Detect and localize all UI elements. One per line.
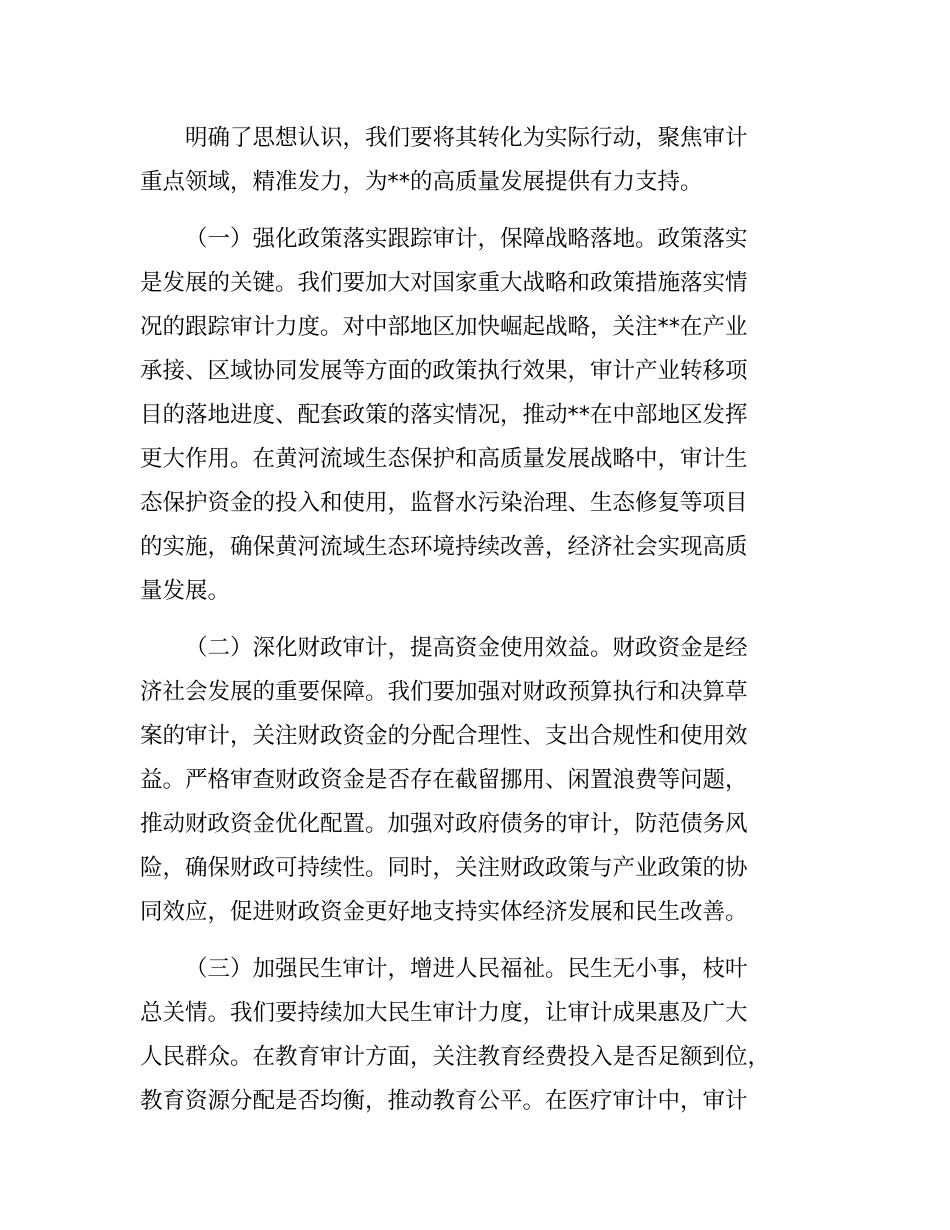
text-line: 况的跟踪审计力度。对中部地区加快崛起战略，关注**在产业 [140, 314, 748, 340]
text-line: 更大作用。在黄河流域生态保护和高质量发展战略中，审计生 [140, 446, 748, 472]
paragraph-fiscal-audit [140, 626, 840, 934]
text-line: 济社会发展的重要保障。我们要加强对财政预算执行和决算草 [140, 679, 748, 705]
text-line: 的实施，确保黄河流域生态环境持续改善，经济社会实现高质 [140, 534, 748, 560]
text-line: （二）深化财政审计，提高资金使用效益。财政资金是经 [185, 635, 748, 661]
text-line: （一）强化政策落实跟踪审计，保障战略落地。政策落实 [185, 226, 748, 252]
text-line: 重点领域，精准发力，为**的高质量发展提供有力支持。 [140, 169, 703, 195]
text-line: 承接、区域协同发展等方面的政策执行效果，审计产业转移项 [140, 358, 748, 384]
paragraph-policy-audit [140, 217, 840, 613]
text-line: 推动财政资金优化配置。加强对政府债务的审计，防范债务风 [140, 811, 748, 837]
text-line: 总关情。我们要持续加大民生审计力度，让审计成果惠及广大 [140, 1000, 748, 1026]
text-line: 案的审计，关注财政资金的分配合理性、支出合规性和使用效 [140, 723, 748, 749]
paragraph-livelihood-audit [140, 947, 840, 1123]
text-line: 同效应，促进财政资金更好地支持实体经济发展和民生改善。 [140, 899, 748, 925]
text-line: （三）加强民生审计，增进人民福祉。民生无小事，枝叶 [185, 956, 748, 982]
document-body [140, 116, 840, 1136]
text-line: 益。严格审查财政资金是否存在截留挪用、闲置浪费等问题， [140, 767, 748, 793]
text-line: 险，确保财政可持续性。同时，关注财政政策与产业政策的协 [140, 855, 748, 881]
text-line: 人民群众。在教育审计方面，关注教育经费投入是否足额到位， [140, 1044, 771, 1070]
text-line: 是发展的关键。我们要加大对国家重大战略和政策措施落实情 [140, 270, 748, 296]
text-line: 明确了思想认识，我们要将其转化为实际行动，聚焦审计 [185, 125, 748, 151]
text-line: 量发展。 [140, 578, 231, 604]
paragraph-intro [140, 116, 840, 204]
text-line: 教育资源分配是否均衡，推动教育公平。在医疗审计中，审计 [140, 1088, 748, 1114]
text-line: 态保护资金的投入和使用，监督水污染治理、生态修复等项目 [140, 490, 748, 516]
text-line: 目的落地进度、配套政策的落实情况，推动**在中部地区发挥 [140, 402, 748, 428]
